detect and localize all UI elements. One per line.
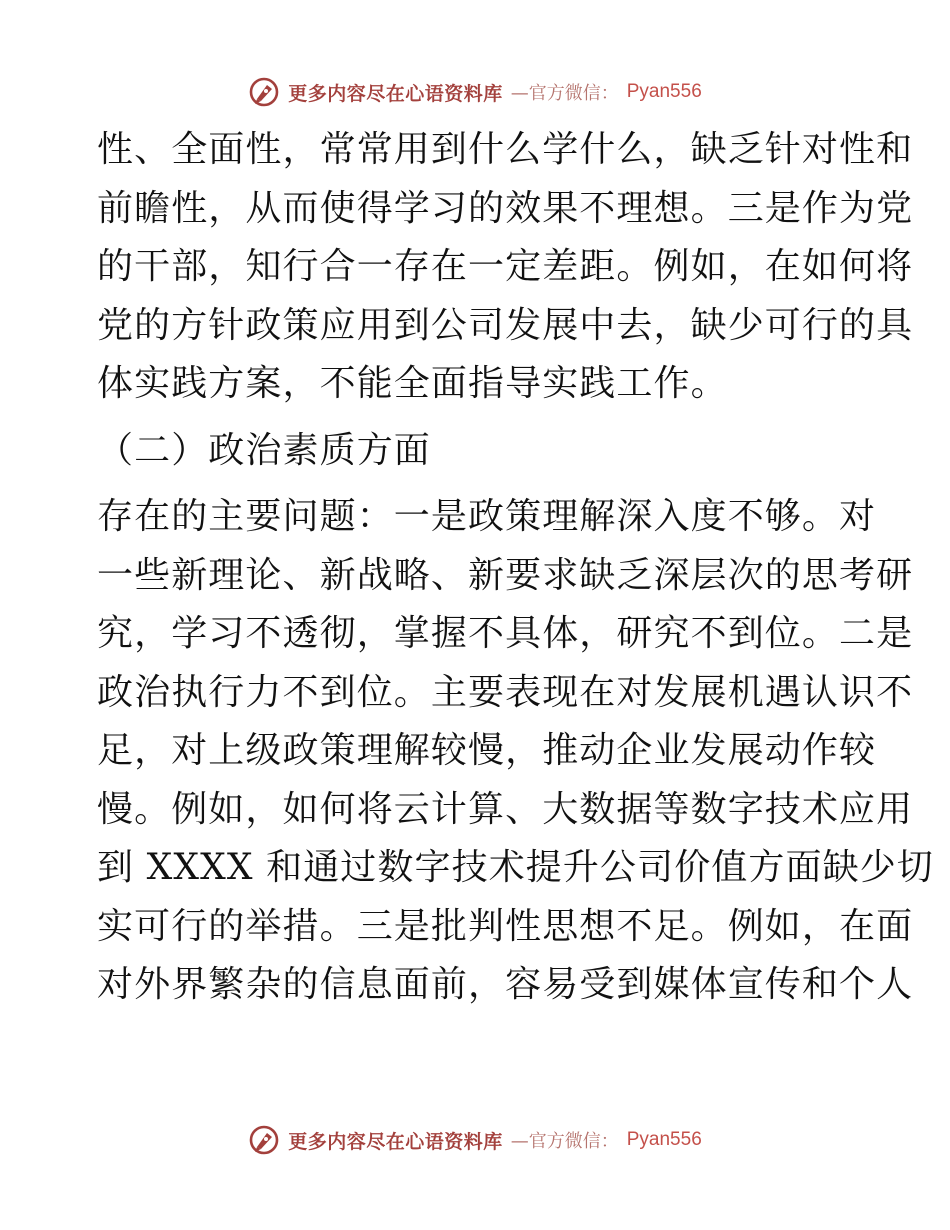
watermark-wechat-id: Pyan556 [626, 1129, 702, 1150]
body-line: 实可行的举措。三是批判性思想不足。例如，在面 [97, 905, 914, 947]
watermark-official-label: —官方微信： [510, 83, 619, 104]
body-line: 到 XXXX 和通过数字技术提升公司价值方面缺少切 [97, 847, 934, 888]
watermark-official-label: —官方微信： [510, 1131, 619, 1152]
body-line: 前瞻性，从而使得学习的效果不理想。三是作为党 [97, 187, 914, 229]
pen-nib-circle-logo-icon [248, 1124, 280, 1156]
document-body [97, 121, 934, 1015]
body-line: 对外界繁杂的信息面前，容易受到媒体宣传和个人 [97, 964, 914, 1005]
watermark-main-text: 更多内容尽在心语资料库 [288, 82, 503, 105]
body-line: 的干部，知行合一存在一定差距。例如，在如何将 [97, 246, 914, 287]
body-line: 存在的主要问题：一是政策理解深入度不够。对 [97, 496, 877, 537]
body-line: 慢。例如，如何将云计算、大数据等数字技术应用 [97, 788, 914, 830]
footer-watermark-banner [0, 1120, 950, 1160]
body-line: 党的方针政策应用到公司发展中去，缺少可行的具 [97, 304, 914, 346]
body-line: 究，学习不透彻，掌握不具体，研究不到位。二是 [97, 613, 914, 654]
body-line: 性、全面性，常常用到什么学什么，缺乏针对性和 [97, 129, 914, 170]
body-line: 体实践方案，不能全面指导实践工作。 [97, 363, 728, 404]
body-line: 一些新理论、新战略、新要求缺乏深层次的思考研 [97, 554, 914, 596]
pen-nib-circle-logo-icon [248, 76, 280, 108]
watermark-main-text: 更多内容尽在心语资料库 [288, 1130, 503, 1153]
section-heading: （二）政治素质方面 [97, 429, 431, 471]
watermark-wechat-id: Pyan556 [626, 81, 702, 102]
body-line: 政治执行力不到位。主要表现在对发展机遇认识不 [97, 671, 914, 713]
body-line: 足，对上级政策理解较慢，推动企业发展动作较 [97, 730, 877, 771]
header-watermark-banner [0, 72, 950, 112]
